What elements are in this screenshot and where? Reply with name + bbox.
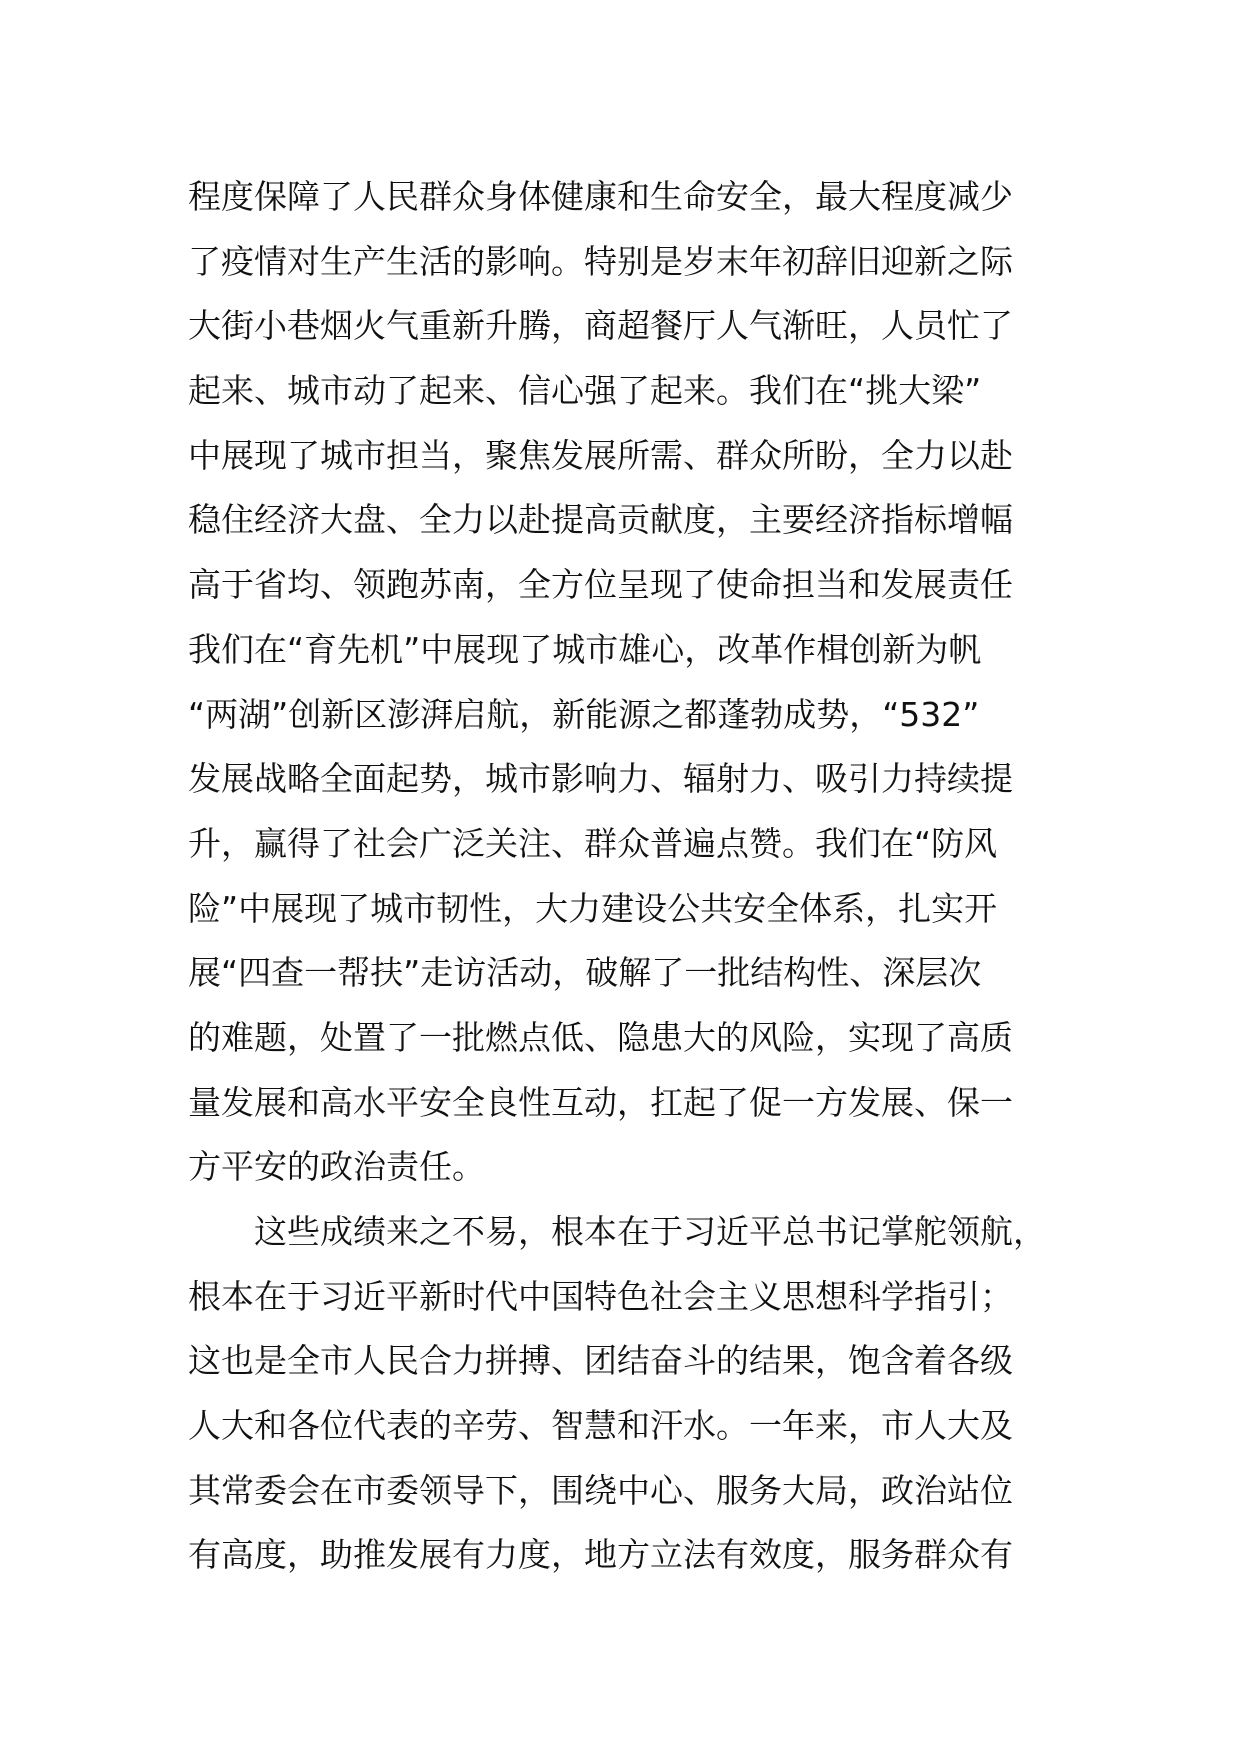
text-line: 发展战略全面起势，城市影响力、辐射力、吸引力持续提 (188, 759, 1013, 799)
text-line: 方平安的政治责任。 (188, 1147, 485, 1187)
text-line: 量发展和高水平安全良性互动，扛起了促一方发展、保一 (188, 1082, 1013, 1122)
body-text (188, 165, 1088, 1588)
text-line: 险”中展现了城市韧性，大力建设公共安全体系，扎实开 (188, 888, 998, 928)
text-line: 稳住经济大盘、全力以赴提高贡献度，主要经济指标增幅 (188, 500, 1013, 540)
text-line: 升，赢得了社会广泛关注、群众普遍点赞。我们在“防风 (188, 823, 998, 863)
text-line: “两湖”创新区澎湃启航，新能源之都蓬勃成势，“532” (188, 694, 980, 734)
text-line: 人大和各位代表的辛劳、智慧和汗水。一年来，市人大及 (188, 1406, 1013, 1446)
text-line: 大街小巷烟火气重新升腾，商超餐厅人气渐旺，人员忙了 (188, 306, 1013, 346)
text-line: 程度保障了人民群众身体健康和生命安全，最大程度减少 (188, 177, 1013, 216)
text-line: 其常委会在市委领导下，围绕中心、服务大局，政治站位 (188, 1470, 1013, 1510)
text-line: 的难题，处置了一批燃点低、隐患大的风险，实现了高质 (188, 1017, 1013, 1057)
text-line: 有高度，助推发展有力度，地方立法有效度，服务群众有 (188, 1535, 1013, 1575)
text-line: 我们在“育先机”中展现了城市雄心，改革作楫创新为帆 (188, 629, 982, 669)
text-line: 高于省均、领跑苏南，全方位呈现了使命担当和发展责任 (188, 565, 1013, 605)
text-line: 了疫情对生产生活的影响。特别是岁末年初辞旧迎新之际 (188, 241, 1013, 281)
text-line: 展“四查一帮扶”走访活动，破解了一批结构性、深层次 (188, 953, 982, 993)
text-line: 中展现了城市担当，聚焦发展所需、群众所盼，全力以赴 (188, 435, 1013, 475)
text-line: 这些成绩来之不易，根本在于习近平总书记掌舵领航， (188, 1212, 1046, 1251)
text-line: 这也是全市人民合力拼搏、团结奋斗的结果，饱含着各级 (188, 1341, 1013, 1381)
text-line: 根本在于习近平新时代中国特色社会主义思想科学指引； (188, 1276, 1013, 1316)
text-line: 起来、城市动了起来、信心强了起来。我们在“挑大梁” (188, 371, 982, 411)
